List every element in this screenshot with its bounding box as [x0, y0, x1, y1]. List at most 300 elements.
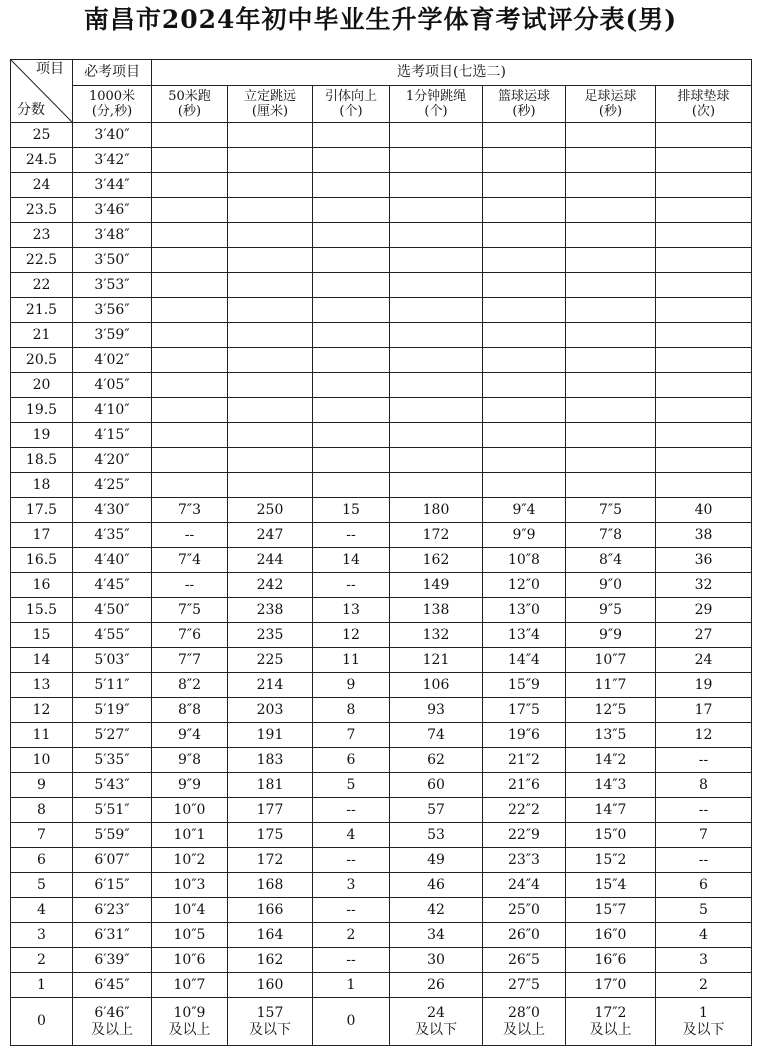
- rope-cell: 42: [390, 898, 483, 923]
- basketball-cell: [483, 398, 566, 423]
- jump-cell: 235: [228, 623, 313, 648]
- volleyball-cell: 36: [656, 548, 752, 573]
- run1000-cell: 4′15″: [73, 423, 152, 448]
- volleyball-cell: [656, 323, 752, 348]
- cell-note: 及以下: [249, 1021, 291, 1038]
- run50-cell: [152, 398, 228, 423]
- jump-cell: [228, 373, 313, 398]
- volleyball-cell: [656, 148, 752, 173]
- basketball-cell: 24″4: [483, 873, 566, 898]
- table-row: [11, 248, 752, 273]
- table-row: [11, 223, 752, 248]
- volleyball-cell: [656, 123, 752, 148]
- table-row: [11, 448, 752, 473]
- column-header-basketball: [483, 86, 566, 123]
- basketball-cell: 23″3: [483, 848, 566, 873]
- pullup-cell: 9: [313, 673, 390, 698]
- basketball-cell: 25″0: [483, 898, 566, 923]
- run50-cell: [152, 123, 228, 148]
- cell-note: 及以上: [503, 1021, 545, 1038]
- score-cell: 16: [11, 573, 73, 598]
- football-cell: 10″7: [566, 648, 656, 673]
- score-cell: 18.5: [11, 448, 73, 473]
- pullup-cell: [313, 248, 390, 273]
- score-cell: 23.5: [11, 198, 73, 223]
- run50-cell: 7″7: [152, 648, 228, 673]
- score-cell: 21: [11, 323, 73, 348]
- run50-cell: [152, 173, 228, 198]
- football-cell: [566, 323, 656, 348]
- run50-cell: [152, 248, 228, 273]
- table-row: [11, 323, 752, 348]
- pullup-cell: [313, 348, 390, 373]
- football-cell: 16″6: [566, 948, 656, 973]
- basketball-cell: [483, 323, 566, 348]
- basketball-cell: 21″2: [483, 748, 566, 773]
- basketball-cell: [483, 373, 566, 398]
- corner-item-label: 项目: [36, 61, 64, 77]
- rope-cell: 57: [390, 798, 483, 823]
- basketball-cell: [483, 148, 566, 173]
- jump-cell: [228, 148, 313, 173]
- rope-cell: [390, 248, 483, 273]
- jump-cell: [228, 248, 313, 273]
- cell-value: 28″0: [508, 1004, 540, 1021]
- cell-note: 及以上: [168, 1021, 211, 1038]
- run50-cell: 10″7: [152, 973, 228, 998]
- header-row-2: [11, 86, 752, 123]
- run50-cell: 8″8: [152, 698, 228, 723]
- score-cell: 17: [11, 523, 73, 548]
- rope-cell: 132: [390, 623, 483, 648]
- rope-cell: [390, 423, 483, 448]
- jump-cell: [228, 223, 313, 248]
- football-cell: [566, 248, 656, 273]
- football-cell: 11″7: [566, 673, 656, 698]
- pullup-cell: 11: [313, 648, 390, 673]
- volleyball-cell: --: [656, 798, 752, 823]
- rope-cell: [390, 323, 483, 348]
- run1000-cell: 5′51″: [73, 798, 152, 823]
- table-row: [11, 673, 752, 698]
- football-cell: 15″7: [566, 898, 656, 923]
- run1000-cell: 4′40″: [73, 548, 152, 573]
- rope-cell: [390, 348, 483, 373]
- cell-value: 24: [427, 1004, 445, 1021]
- run50-cell: 8″2: [152, 673, 228, 698]
- pullup-cell: 2: [313, 923, 390, 948]
- column-name: 50米跑: [168, 89, 211, 104]
- run50-cell: [152, 373, 228, 398]
- run1000-cell: 5′35″: [73, 748, 152, 773]
- column-header-1000m: [73, 86, 152, 123]
- rope-cell: [390, 998, 483, 1046]
- pullup-cell: [313, 173, 390, 198]
- football-cell: [566, 448, 656, 473]
- pullup-cell: [313, 448, 390, 473]
- cell-value: 0: [346, 1013, 356, 1029]
- cell-note: 及以上: [589, 1021, 632, 1038]
- run1000-cell: 4′25″: [73, 473, 152, 498]
- rope-cell: [390, 273, 483, 298]
- football-cell: [566, 273, 656, 298]
- rope-cell: 74: [390, 723, 483, 748]
- table-row: [11, 798, 752, 823]
- volleyball-cell: [656, 273, 752, 298]
- volleyball-cell: --: [656, 848, 752, 873]
- pullup-cell: 3: [313, 873, 390, 898]
- volleyball-cell: 40: [656, 498, 752, 523]
- table-row: [11, 698, 752, 723]
- rope-cell: 53: [390, 823, 483, 848]
- basketball-cell: 21″6: [483, 773, 566, 798]
- score-cell: 17.5: [11, 498, 73, 523]
- run1000-cell: 3′40″: [73, 123, 152, 148]
- pullup-cell: 8: [313, 698, 390, 723]
- rope-cell: 60: [390, 773, 483, 798]
- score-cell: 18: [11, 473, 73, 498]
- volleyball-cell: 24: [656, 648, 752, 673]
- rope-cell: 149: [390, 573, 483, 598]
- table-row: [11, 598, 752, 623]
- score-cell: 20: [11, 373, 73, 398]
- basketball-cell: [483, 123, 566, 148]
- corner-header-cell: [11, 60, 73, 123]
- run50-cell: [152, 423, 228, 448]
- football-cell: [566, 348, 656, 373]
- jump-cell: 183: [228, 748, 313, 773]
- football-cell: [566, 373, 656, 398]
- jump-cell: 168: [228, 873, 313, 898]
- jump-cell: 175: [228, 823, 313, 848]
- pullup-cell: 14: [313, 548, 390, 573]
- pullup-cell: [313, 273, 390, 298]
- rope-cell: 180: [390, 498, 483, 523]
- run50-cell: [152, 148, 228, 173]
- score-cell: 22.5: [11, 248, 73, 273]
- basketball-cell: [483, 348, 566, 373]
- pullup-cell: 4: [313, 823, 390, 848]
- run1000-cell: 3′53″: [73, 273, 152, 298]
- run1000-cell: 6′31″: [73, 923, 152, 948]
- column-name: 排球垫球: [677, 89, 730, 104]
- run1000-cell: 4′55″: [73, 623, 152, 648]
- run50-cell: [152, 473, 228, 498]
- pullup-cell: [313, 223, 390, 248]
- table-row: [11, 873, 752, 898]
- run1000-cell: 4′20″: [73, 448, 152, 473]
- football-cell: 15″4: [566, 873, 656, 898]
- run50-cell: 10″4: [152, 898, 228, 923]
- jump-cell: [228, 448, 313, 473]
- cell-note: 及以下: [415, 1021, 457, 1038]
- football-cell: 15″0: [566, 823, 656, 848]
- basketball-cell: [483, 448, 566, 473]
- run1000-cell: 3′42″: [73, 148, 152, 173]
- table-row-zero-score: [11, 998, 752, 1046]
- football-cell: 16″0: [566, 923, 656, 948]
- volleyball-cell: 4: [656, 923, 752, 948]
- volleyball-cell: [656, 198, 752, 223]
- run1000-cell: 3′44″: [73, 173, 152, 198]
- jump-cell: [228, 198, 313, 223]
- pullup-cell: [313, 123, 390, 148]
- jump-cell: 164: [228, 923, 313, 948]
- score-cell: 8: [11, 798, 73, 823]
- cell-value: 17″2: [594, 1004, 627, 1021]
- pullup-cell: --: [313, 948, 390, 973]
- pullup-cell: --: [313, 573, 390, 598]
- column-unit: (个): [424, 104, 448, 119]
- run1000-cell: 5′43″: [73, 773, 152, 798]
- jump-cell: [228, 398, 313, 423]
- jump-cell: 250: [228, 498, 313, 523]
- run1000-cell: 5′27″: [73, 723, 152, 748]
- football-cell: 9″0: [566, 573, 656, 598]
- football-cell: [566, 173, 656, 198]
- volleyball-cell: [656, 473, 752, 498]
- table-row: [11, 748, 752, 773]
- optional-header: 选考项目(七选二): [152, 60, 752, 86]
- pullup-cell: [313, 473, 390, 498]
- column-name: 篮球运球: [497, 89, 550, 104]
- basketball-cell: [483, 248, 566, 273]
- rope-cell: 34: [390, 923, 483, 948]
- volleyball-cell: [656, 423, 752, 448]
- cell-value: 157: [256, 1004, 284, 1021]
- basketball-cell: 22″9: [483, 823, 566, 848]
- page-title: 南昌市2024年初中毕业生升学体育考试评分表(男): [83, 5, 678, 34]
- volleyball-cell: 7: [656, 823, 752, 848]
- jump-cell: 203: [228, 698, 313, 723]
- run50-cell: [152, 998, 228, 1046]
- jump-cell: 244: [228, 548, 313, 573]
- column-header-rope-skipping: [390, 86, 483, 123]
- pullup-cell: --: [313, 848, 390, 873]
- pullup-cell: 5: [313, 773, 390, 798]
- pullup-cell: [313, 198, 390, 223]
- score-cell: 20.5: [11, 348, 73, 373]
- run1000-cell: 3′56″: [73, 298, 152, 323]
- run1000-cell: 5′59″: [73, 823, 152, 848]
- volleyball-cell: [656, 173, 752, 198]
- run1000-cell: 3′59″: [73, 323, 152, 348]
- rope-cell: [390, 198, 483, 223]
- volleyball-cell: [656, 248, 752, 273]
- column-header-football: [566, 86, 656, 123]
- volleyball-cell: 29: [656, 598, 752, 623]
- rope-cell: 26: [390, 973, 483, 998]
- column-unit: (个): [339, 104, 363, 119]
- rope-cell: [390, 298, 483, 323]
- run50-cell: 10″1: [152, 823, 228, 848]
- run1000-cell: 3′50″: [73, 248, 152, 273]
- run1000-cell: 4′30″: [73, 498, 152, 523]
- score-cell: 10: [11, 748, 73, 773]
- volleyball-cell: 6: [656, 873, 752, 898]
- pullup-cell: [313, 423, 390, 448]
- basketball-cell: 9″4: [483, 498, 566, 523]
- volleyball-cell: 2: [656, 973, 752, 998]
- score-table-body: [11, 123, 752, 998]
- rope-cell: [390, 373, 483, 398]
- football-cell: [566, 398, 656, 423]
- cell-value: 6′46″: [94, 1004, 130, 1021]
- cell-note: 及以下: [682, 1021, 725, 1038]
- rope-cell: [390, 398, 483, 423]
- football-cell: 14″7: [566, 798, 656, 823]
- volleyball-cell: [656, 998, 752, 1046]
- table-row: [11, 648, 752, 673]
- run50-cell: [152, 348, 228, 373]
- football-cell: 14″3: [566, 773, 656, 798]
- column-header-volleyball: [656, 86, 752, 123]
- volleyball-cell: 27: [656, 623, 752, 648]
- score-cell: 9: [11, 773, 73, 798]
- run50-cell: 7″4: [152, 548, 228, 573]
- rope-cell: 62: [390, 748, 483, 773]
- football-cell: 17″0: [566, 973, 656, 998]
- column-header-50m: [152, 86, 228, 123]
- table-row: [11, 473, 752, 498]
- volleyball-cell: [656, 398, 752, 423]
- table-row: [11, 573, 752, 598]
- basketball-cell: [483, 423, 566, 448]
- basketball-cell: 10″8: [483, 548, 566, 573]
- score-cell: 12: [11, 698, 73, 723]
- jump-cell: 191: [228, 723, 313, 748]
- basketball-cell: 19″6: [483, 723, 566, 748]
- score-cell: 16.5: [11, 548, 73, 573]
- volleyball-cell: --: [656, 748, 752, 773]
- pullup-cell: --: [313, 798, 390, 823]
- football-cell: 7″8: [566, 523, 656, 548]
- run1000-cell: 6′45″: [73, 973, 152, 998]
- football-cell: 7″5: [566, 498, 656, 523]
- run50-cell: 10″6: [152, 948, 228, 973]
- volleyball-cell: 38: [656, 523, 752, 548]
- basketball-cell: 13″0: [483, 598, 566, 623]
- run50-cell: 10″0: [152, 798, 228, 823]
- score-cell: 15: [11, 623, 73, 648]
- column-unit: (次): [691, 104, 716, 119]
- run1000-cell: 4′10″: [73, 398, 152, 423]
- jump-cell: 162: [228, 948, 313, 973]
- score-cell: 0: [11, 998, 73, 1046]
- run50-cell: 10″5: [152, 923, 228, 948]
- score-cell: 21.5: [11, 298, 73, 323]
- pullup-cell: [313, 323, 390, 348]
- jump-cell: [228, 423, 313, 448]
- score-cell: 6: [11, 848, 73, 873]
- column-name: 引体向上: [324, 89, 377, 104]
- cell-value: 10″9: [173, 1004, 206, 1021]
- pullup-cell: --: [313, 523, 390, 548]
- score-cell: 23: [11, 223, 73, 248]
- basketball-cell: 13″4: [483, 623, 566, 648]
- football-cell: [566, 423, 656, 448]
- jump-cell: [228, 348, 313, 373]
- jump-cell: 160: [228, 973, 313, 998]
- jump-cell: 166: [228, 898, 313, 923]
- football-cell: [566, 223, 656, 248]
- table-row: [11, 973, 752, 998]
- volleyball-cell: 32: [656, 573, 752, 598]
- basketball-cell: 26″5: [483, 948, 566, 973]
- rope-cell: 121: [390, 648, 483, 673]
- run1000-cell: 4′50″: [73, 598, 152, 623]
- column-unit: (秒): [512, 104, 536, 119]
- basketball-cell: [483, 273, 566, 298]
- table-row: [11, 398, 752, 423]
- jump-cell: 242: [228, 573, 313, 598]
- football-cell: 8″4: [566, 548, 656, 573]
- jump-cell: 225: [228, 648, 313, 673]
- football-cell: 9″5: [566, 598, 656, 623]
- score-cell: 11: [11, 723, 73, 748]
- score-cell: 14: [11, 648, 73, 673]
- run50-cell: [152, 448, 228, 473]
- column-unit: (秒): [177, 104, 202, 119]
- run50-cell: [152, 223, 228, 248]
- score-cell: 25: [11, 123, 73, 148]
- pullup-cell: 1: [313, 973, 390, 998]
- score-cell: 13: [11, 673, 73, 698]
- run50-cell: [152, 198, 228, 223]
- run1000-cell: 4′02″: [73, 348, 152, 373]
- table-row: [11, 523, 752, 548]
- corner-score-label: 分数: [17, 102, 45, 118]
- score-cell: 3: [11, 923, 73, 948]
- football-cell: 13″5: [566, 723, 656, 748]
- basketball-cell: 12″0: [483, 573, 566, 598]
- volleyball-cell: [656, 298, 752, 323]
- run50-cell: [152, 273, 228, 298]
- rope-cell: 172: [390, 523, 483, 548]
- football-cell: [566, 148, 656, 173]
- jump-cell: [228, 123, 313, 148]
- jump-cell: [228, 298, 313, 323]
- table-row: [11, 923, 752, 948]
- jump-cell: 172: [228, 848, 313, 873]
- column-unit: (分,秒): [91, 104, 133, 119]
- table-row: [11, 273, 752, 298]
- football-cell: 15″2: [566, 848, 656, 873]
- football-cell: 14″2: [566, 748, 656, 773]
- volleyball-cell: [656, 348, 752, 373]
- run50-cell: 7″3: [152, 498, 228, 523]
- table-row: [11, 848, 752, 873]
- rope-cell: [390, 148, 483, 173]
- pullup-cell: [313, 373, 390, 398]
- football-cell: [566, 123, 656, 148]
- jump-cell: [228, 473, 313, 498]
- score-cell: 7: [11, 823, 73, 848]
- volleyball-cell: 19: [656, 673, 752, 698]
- score-cell: 19.5: [11, 398, 73, 423]
- column-unit: (厘米): [251, 104, 289, 119]
- table-row: [11, 898, 752, 923]
- run1000-cell: 5′19″: [73, 698, 152, 723]
- table-row: [11, 548, 752, 573]
- score-cell: 15.5: [11, 598, 73, 623]
- pullup-cell: [313, 148, 390, 173]
- score-cell: 19: [11, 423, 73, 448]
- table-row: [11, 423, 752, 448]
- jump-cell: [228, 273, 313, 298]
- table-row: [11, 948, 752, 973]
- column-header-standing-jump: [228, 86, 313, 123]
